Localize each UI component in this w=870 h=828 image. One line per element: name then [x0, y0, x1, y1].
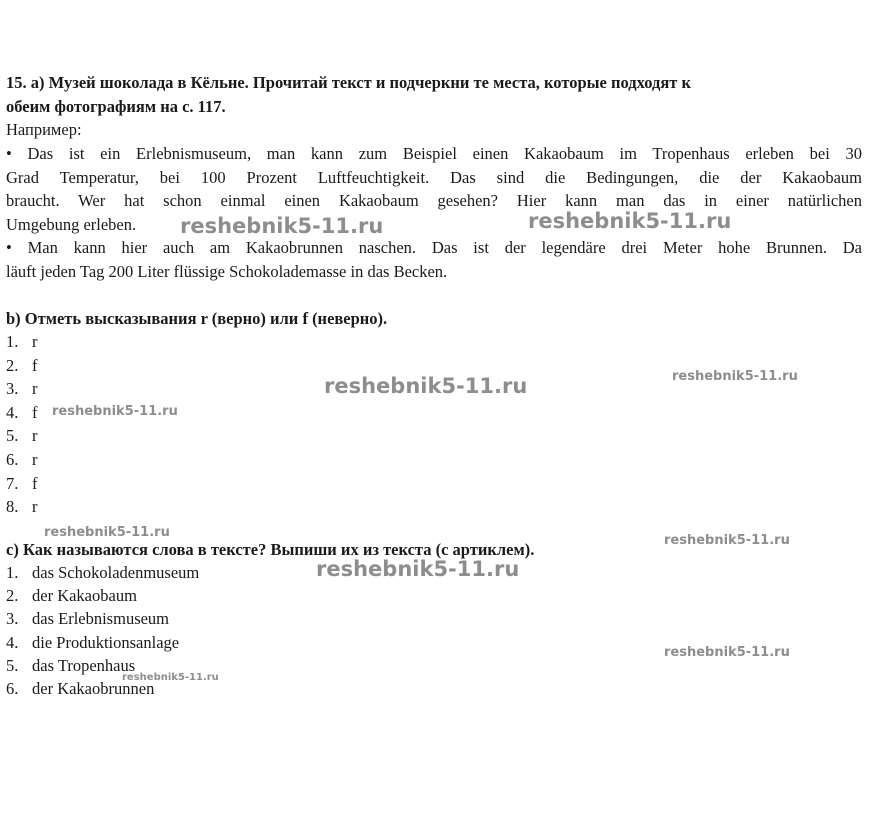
answer-item-b: [6, 403, 38, 423]
item-number: 6.: [6, 450, 19, 469]
item-number: 3.: [6, 379, 19, 399]
watermark: reshebnik5-11.ru: [664, 533, 790, 548]
item-answer: das Schokoladenmuseum: [32, 563, 200, 582]
example-label: Например:: [6, 120, 82, 139]
paragraph-1-line-4: Umgebung erleben.: [6, 215, 137, 234]
answer-item-b: [6, 379, 38, 399]
answer-item-b: [6, 332, 38, 352]
answer-item-c: [6, 563, 199, 583]
item-number: 4.: [6, 632, 19, 652]
item-answer: r: [32, 379, 38, 399]
paragraph-2-line-2: läuft jeden Tag 200 Liter flüssige Schokolademasse in das Becken.: [6, 262, 448, 281]
watermark: reshebnik5-11.ru: [324, 374, 528, 398]
answer-item-c: [6, 586, 137, 606]
watermark: reshebnik5-11.ru: [122, 672, 219, 683]
item-number: 6.: [6, 679, 19, 698]
paragraph-2-line-1: • Man kann hier auch am Kakaobrunnen naschen. Das ist der legendäre drei Meter hohe Brunnen. Da: [6, 238, 862, 257]
watermark: reshebnik5-11.ru: [180, 214, 384, 238]
item-answer: f: [32, 402, 38, 422]
watermark: reshebnik5-11.ru: [664, 645, 790, 660]
exercise-title: 15. а) Музей шоколада в Кёльне. Прочитай текст и подчеркни те места, которые подходят к: [6, 73, 691, 92]
item-number: 5.: [6, 426, 19, 446]
item-number: 5.: [6, 655, 19, 675]
answer-item-b: [6, 450, 38, 470]
watermark: reshebnik5-11.ru: [44, 525, 170, 540]
paragraph-1-line-1: • Das ist ein Erlebnismuseum, man kann zum Beispiel einen Kakaobaum im Tropenhaus erleben bei 30: [6, 144, 862, 163]
item-answer: r: [32, 450, 38, 469]
item-answer: der Kakaobaum: [32, 586, 137, 606]
answer-item-b: [6, 497, 38, 517]
watermark: reshebnik5-11.ru: [528, 209, 732, 233]
exercise-title-continued: обеим фотографиям на с. 117.: [6, 97, 226, 116]
item-number: 1.: [6, 332, 19, 351]
item-number: 2.: [6, 355, 19, 375]
answer-item-b: [6, 356, 38, 376]
item-answer: f: [32, 473, 38, 493]
paragraph-1-line-2: Grad Temperatur, bei 100 Prozent Luftfeuchtigkeit. Das sind die Bedingungen, die der Kakaobaum: [6, 168, 862, 187]
item-number: 1.: [6, 563, 19, 582]
item-number: 7.: [6, 473, 19, 493]
answer-item-c: [6, 609, 169, 629]
answer-item-b: [6, 474, 38, 494]
item-answer: das Tropenhaus: [32, 655, 136, 675]
part-b-title: b) Отметь высказывания r (верно) или f (неверно).: [6, 309, 388, 328]
item-number: 2.: [6, 586, 19, 606]
item-number: 4.: [6, 402, 19, 422]
item-answer: das Erlebnismuseum: [32, 609, 170, 629]
answer-item-c: [6, 656, 135, 676]
answer-item-b: [6, 426, 38, 446]
watermark: reshebnik5-11.ru: [52, 404, 178, 419]
item-answer: f: [32, 355, 38, 375]
item-number: 8.: [6, 497, 19, 517]
item-answer: r: [32, 332, 38, 351]
item-number: 3.: [6, 609, 19, 629]
watermark: reshebnik5-11.ru: [316, 557, 520, 581]
watermark: reshebnik5-11.ru: [672, 369, 798, 384]
paragraph-1-line-3: braucht. Wer hat schon einmal einen Kakaobaum gesehen? Hier kann man das in einer natürlichen: [6, 191, 862, 210]
item-answer: r: [32, 497, 38, 517]
part-c-title: c) Как называются слова в тексте? Выпиши их из текста (с артиклем).: [6, 540, 535, 559]
item-answer: der Kakaobrunnen: [32, 679, 155, 698]
item-answer: r: [32, 426, 38, 446]
answer-item-c: [6, 633, 179, 653]
item-answer: die Produktionsanlage: [32, 632, 180, 652]
